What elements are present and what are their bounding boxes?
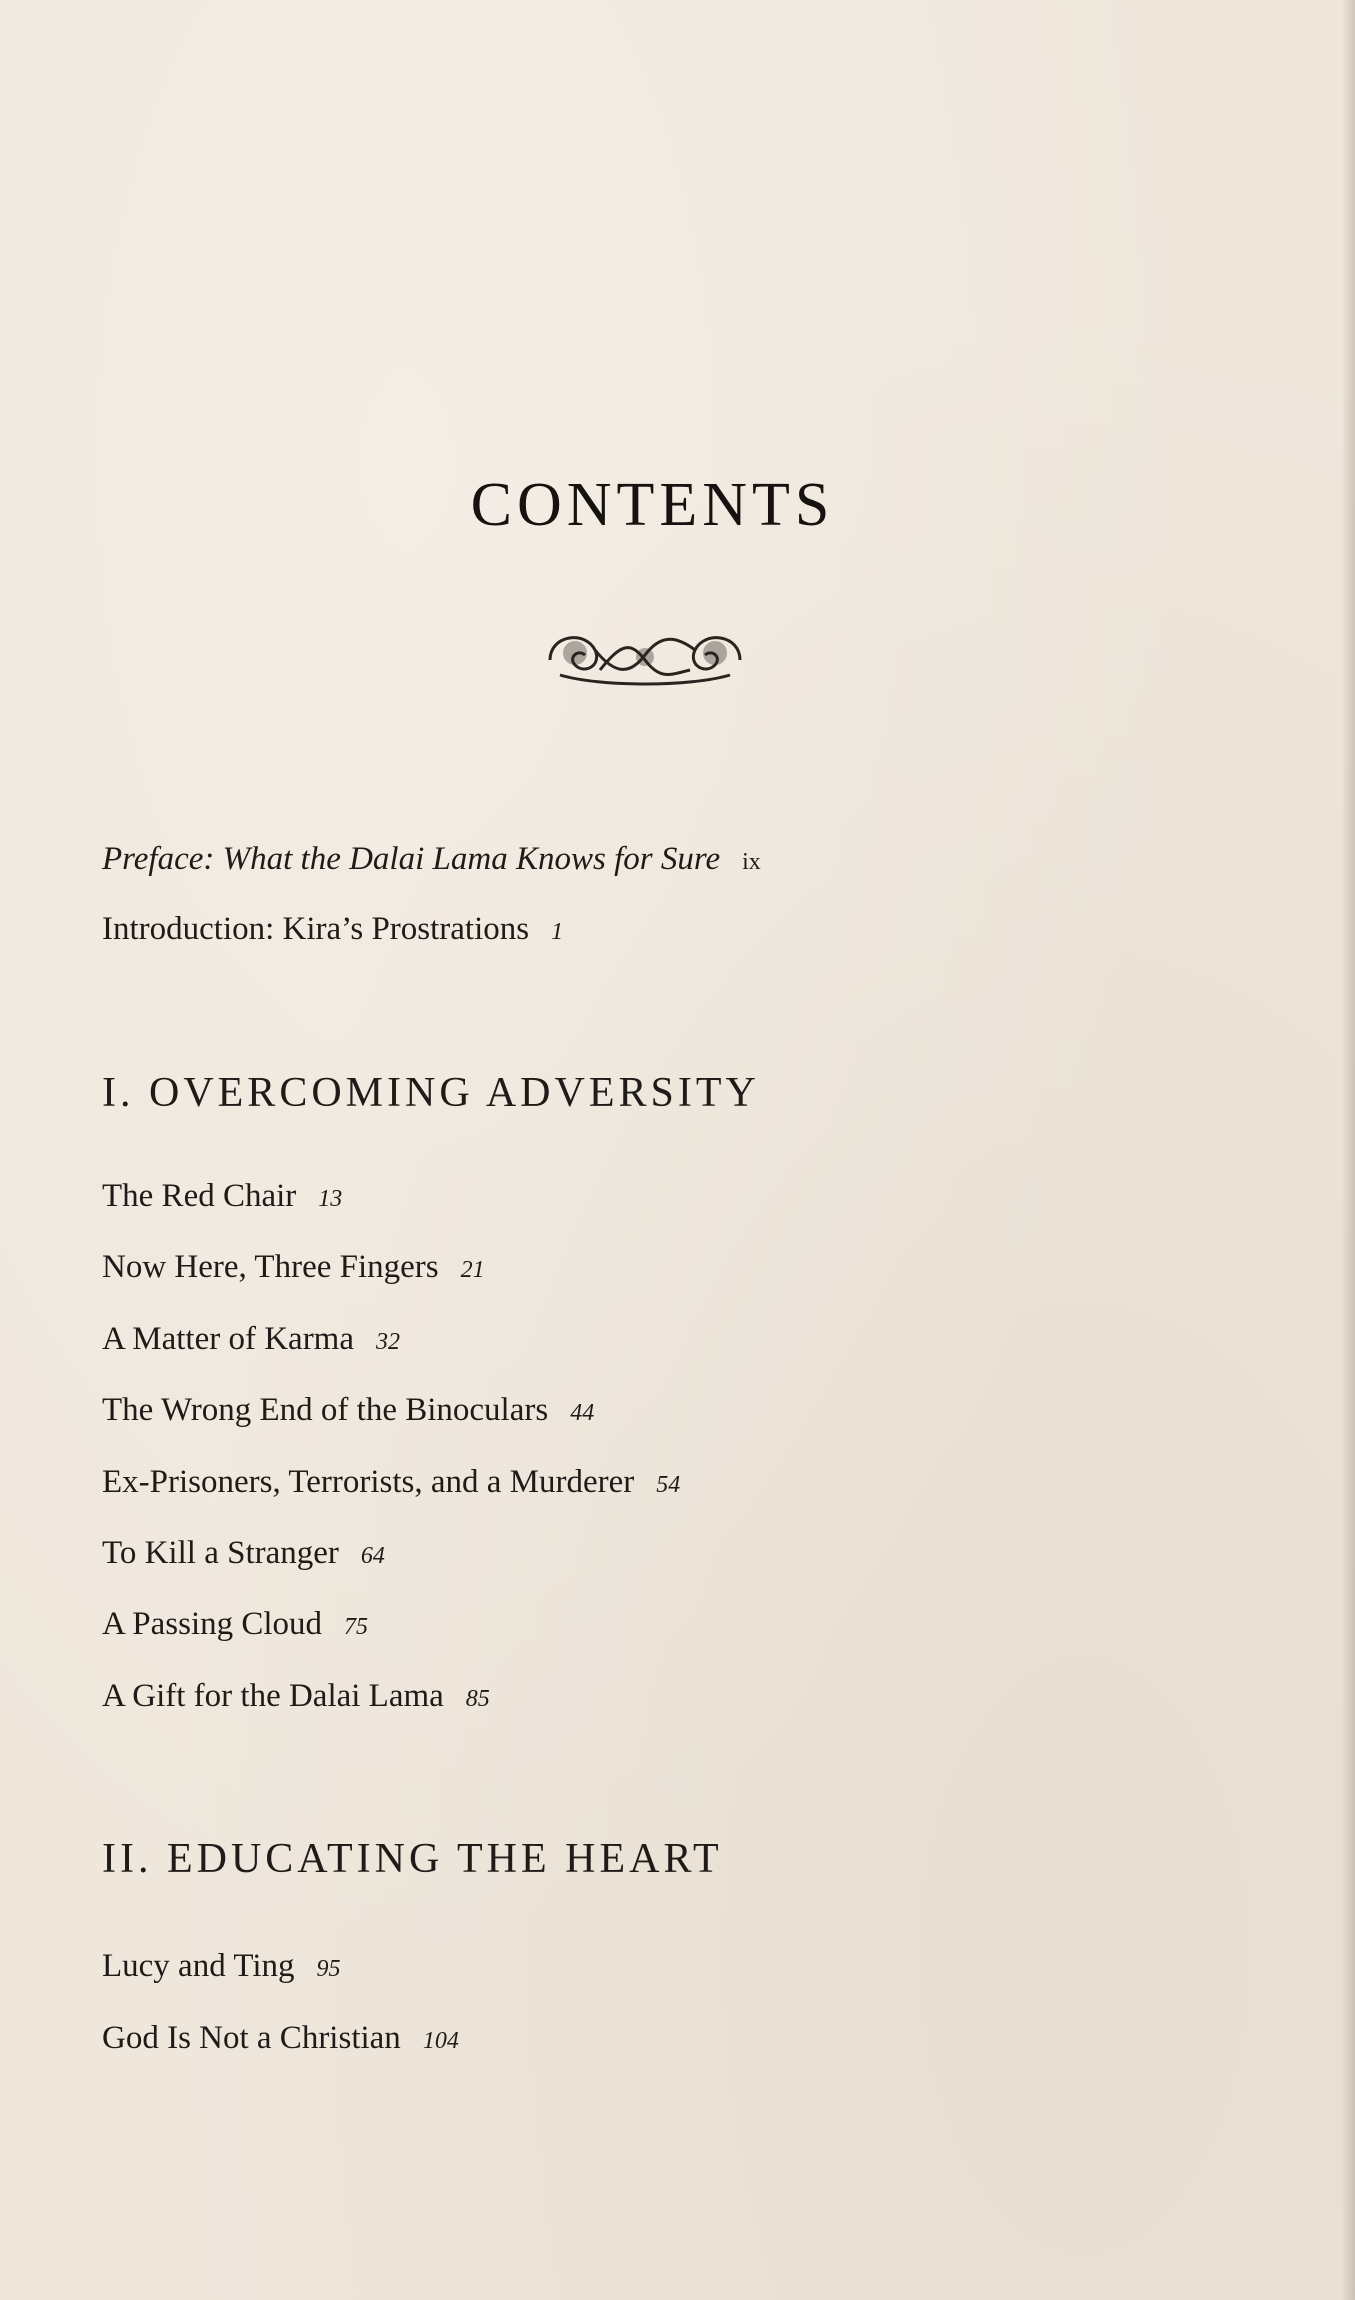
toc-entry[interactable] — [102, 1950, 341, 1983]
toc-page-number: 85 — [465, 1686, 490, 1712]
toc-entry[interactable] — [102, 2022, 459, 2055]
section-heading: I. OVERCOMING ADVERSITY — [102, 1070, 760, 1116]
toc-entry-label: Lucy and Ting — [102, 1948, 295, 1984]
toc-entry-label: God Is Not a Christian — [102, 2020, 401, 2056]
toc-entry[interactable] — [102, 1537, 385, 1570]
toc-page-number: 54 — [656, 1472, 681, 1498]
toc-entry[interactable] — [102, 1680, 490, 1713]
toc-page-number: 1 — [551, 919, 564, 945]
toc-entry[interactable] — [102, 1608, 368, 1641]
flourish-ornament-icon — [530, 615, 760, 690]
page-title: CONTENTS — [470, 471, 835, 539]
toc-entry-label: The Wrong End of the Binoculars — [102, 1392, 549, 1428]
toc-page-number: 64 — [360, 1543, 385, 1569]
toc-page-number: ix — [742, 849, 761, 875]
toc-page-number: 95 — [316, 1956, 341, 1982]
toc-page-number: 75 — [344, 1614, 369, 1640]
toc-entry-label: Ex-Prisoners, Terrorists, and a Murderer — [102, 1464, 635, 1500]
toc-entry[interactable] — [102, 1323, 400, 1356]
toc-entry-introduction[interactable] — [102, 913, 563, 946]
toc-page-number: 104 — [422, 2028, 459, 2054]
toc-entry-label: To Kill a Stranger — [102, 1535, 339, 1571]
toc-page-number: 44 — [570, 1400, 595, 1426]
toc-page-number: 21 — [460, 1257, 485, 1283]
toc-entry-label: The Red Chair — [102, 1178, 297, 1214]
toc-entry-label: A Passing Cloud — [102, 1606, 323, 1642]
toc-page-number: 32 — [376, 1329, 400, 1355]
toc-entry[interactable] — [102, 1251, 485, 1284]
section-heading: II. EDUCATING THE HEART — [102, 1836, 723, 1882]
toc-entry[interactable] — [102, 1180, 342, 1213]
page-edge-shadow — [1341, 0, 1355, 2300]
toc-entry[interactable] — [102, 1394, 594, 1427]
toc-entry-label: Introduction: Kira’s Prostrations — [102, 911, 530, 947]
toc-entry-label: A Matter of Karma — [102, 1321, 354, 1357]
toc-entry-label: Now Here, Three Fingers — [102, 1249, 439, 1285]
toc-entry[interactable] — [102, 1466, 680, 1499]
toc-page-number: 13 — [318, 1186, 343, 1212]
toc-entry-label: A Gift for the Dalai Lama — [102, 1678, 444, 1714]
toc-entry-label: Preface: What the Dalai Lama Knows for Sure — [102, 841, 721, 877]
toc-entry-preface[interactable] — [102, 843, 761, 876]
